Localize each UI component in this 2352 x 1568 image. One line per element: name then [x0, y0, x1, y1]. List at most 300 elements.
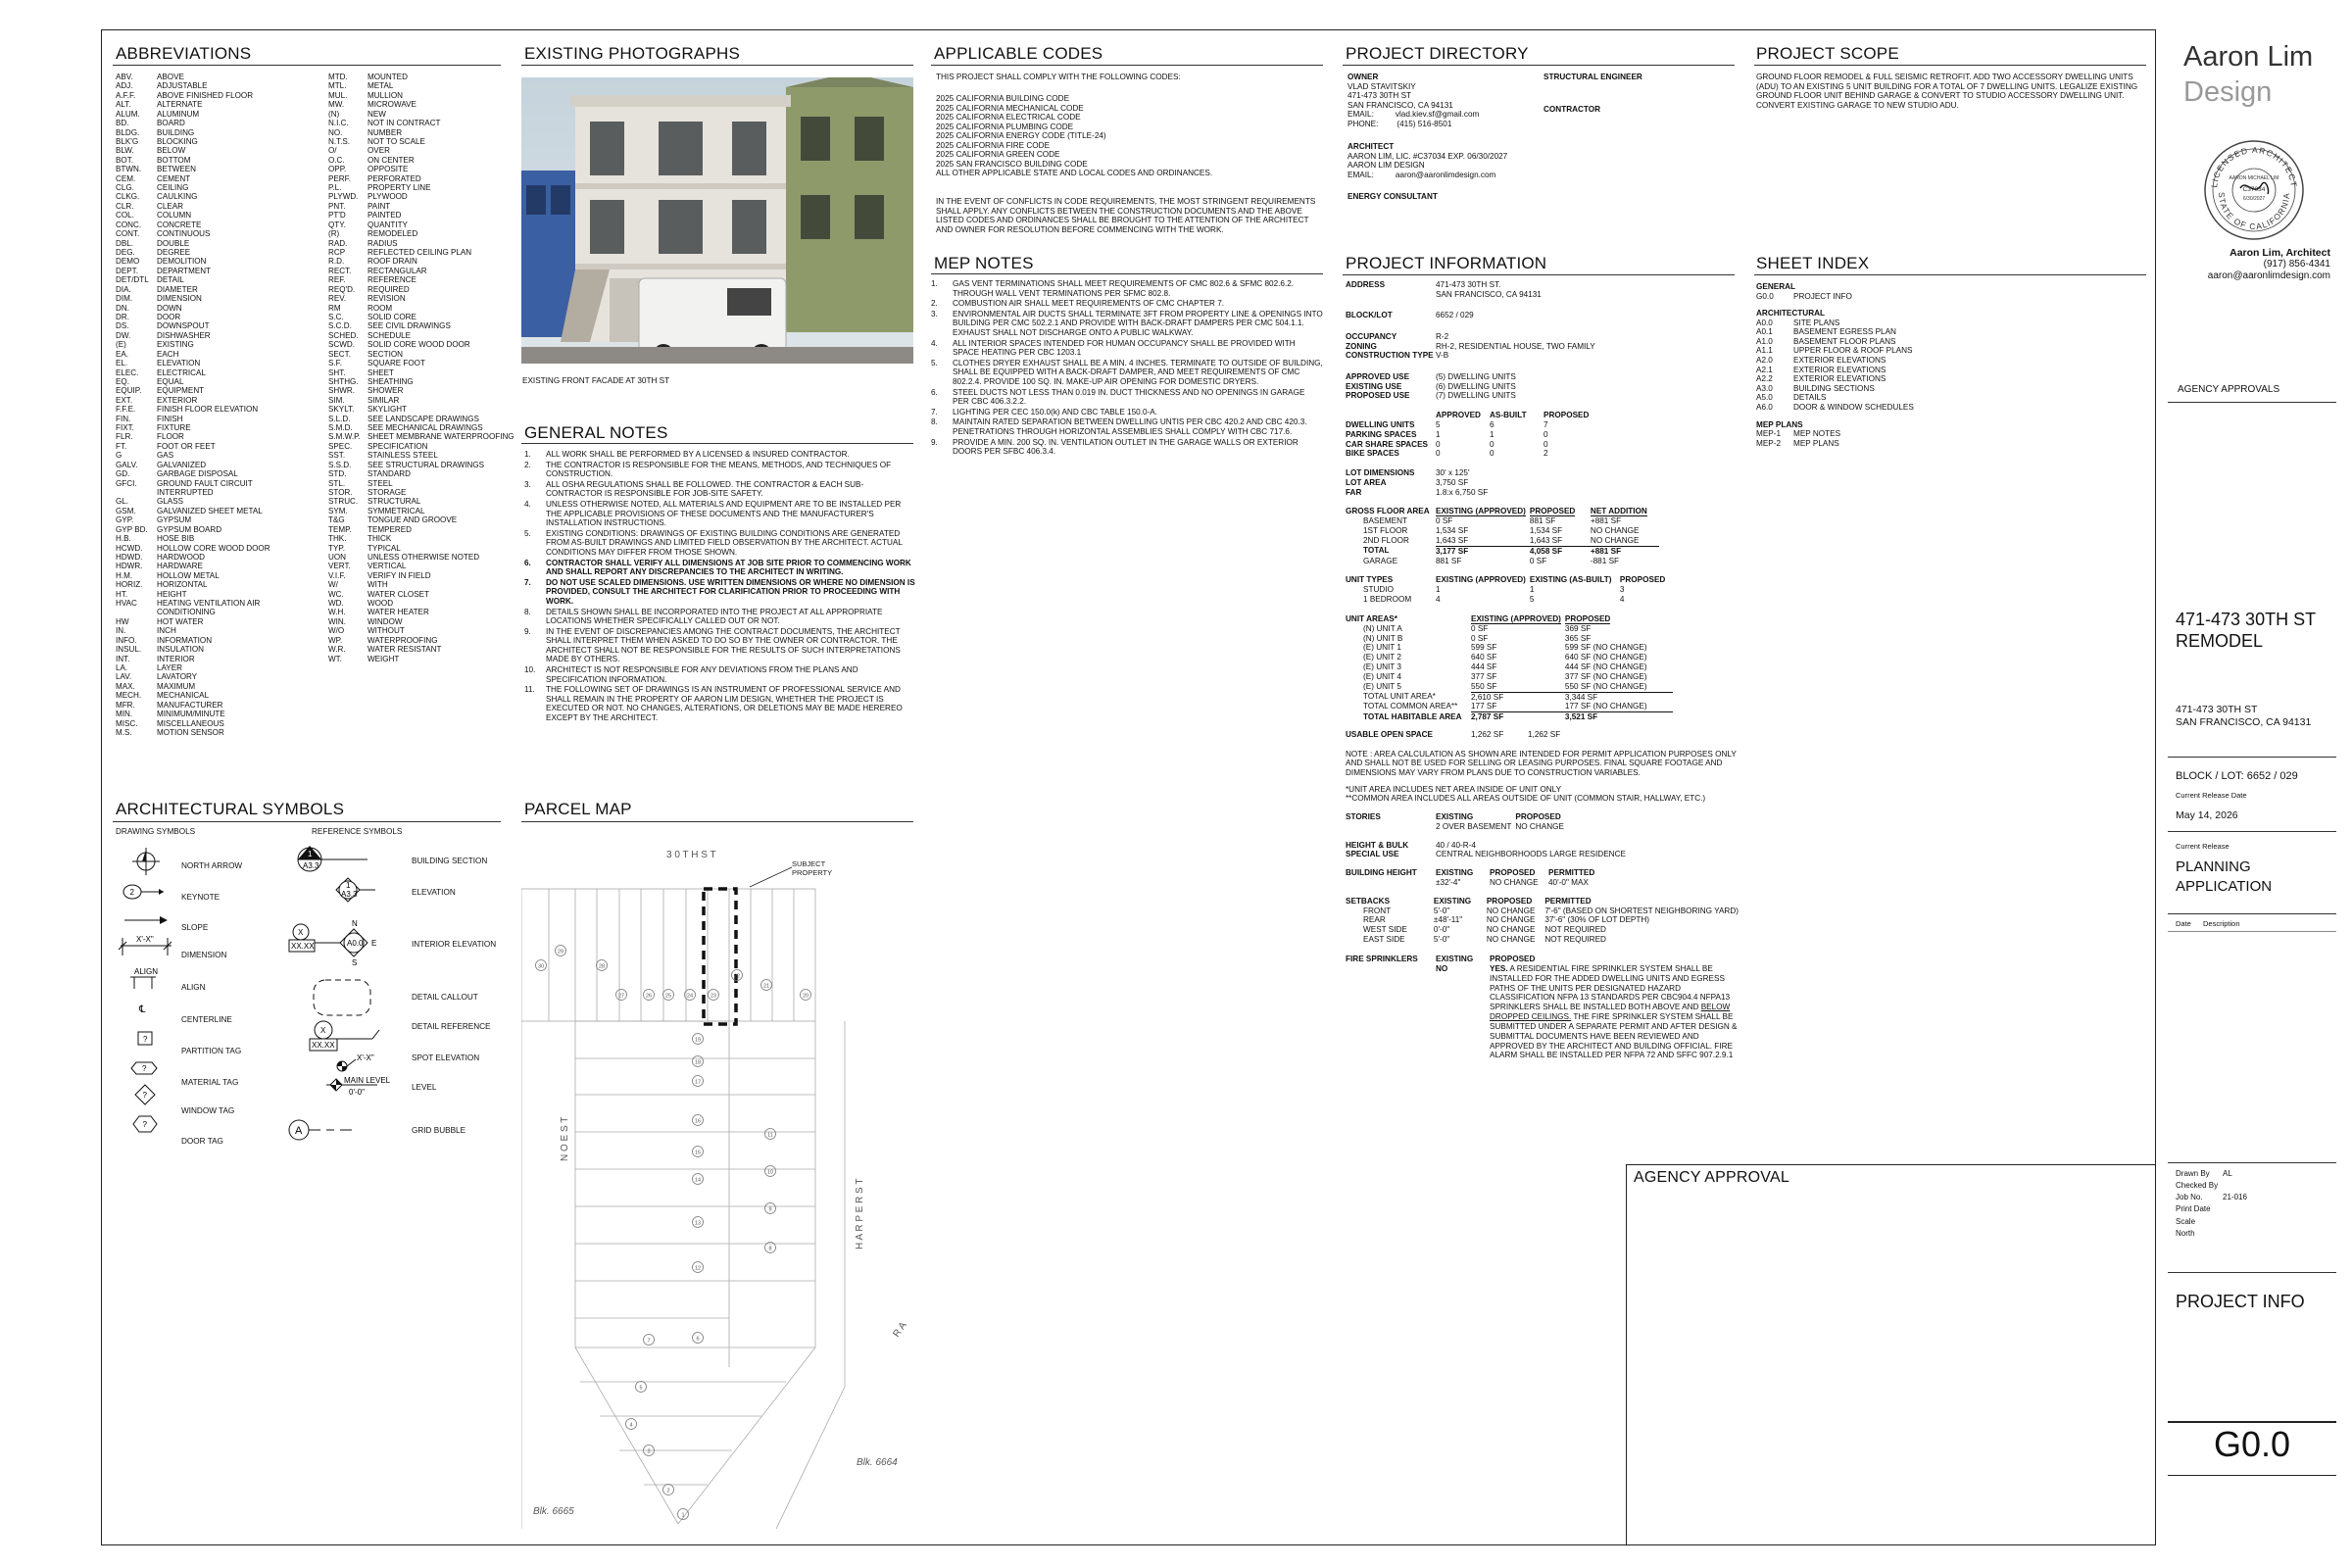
- svg-text:LICENSED ARCHITECT: [2209, 145, 2299, 188]
- drawing-symbols-heading: DRAWING SYMBOLS: [116, 827, 196, 836]
- code-item: 2025 CALIFORNIA BUILDING CODE: [936, 94, 1070, 103]
- abbreviation-meaning: MISCELLANEOUS: [157, 718, 224, 728]
- abbreviation-row: [328, 350, 510, 359]
- abbreviation-code: FIXT.: [116, 423, 134, 433]
- info-table-cell: 177 SF (NO CHANGE): [1565, 702, 1673, 711]
- subject-label-1: SUBJECT: [792, 859, 826, 868]
- general-notes-title: GENERAL NOTES: [524, 423, 668, 442]
- release-name-2: APPLICATION: [2176, 878, 2273, 895]
- agency-approval-box: [1626, 1164, 2156, 1545]
- note-text: CONTRACTOR SHALL VERIFY ALL DIMENSIONS AT JOB SITE PRIOR TO COMMENCING WORK AND SHALL REPORT ANY DISCREPANCIES TO THE ARCHITECT IN WRITING.: [546, 558, 911, 577]
- abbreviation-code: SYM.: [328, 506, 348, 515]
- abbreviation-code: DW.: [116, 330, 131, 340]
- abbreviation-row: [328, 377, 510, 386]
- info-value: CENTRAL NEIGHBORHOODS LARGE RESIDENCE: [1436, 850, 1626, 859]
- abbreviation-code: (E): [116, 340, 126, 350]
- abbreviation-row: [116, 174, 321, 183]
- lot-number: 3: [647, 1448, 651, 1455]
- abbreviation-row: [328, 183, 510, 192]
- abbreviation-meaning: HOLLOW METAL: [157, 570, 220, 580]
- stories-cell: NO CHANGE: [1515, 821, 1564, 831]
- abbreviation-meaning: ELEVATION: [157, 359, 201, 368]
- tb-rule-6: [2168, 1162, 2336, 1163]
- abbreviation-row: [116, 285, 321, 294]
- note-item: [931, 299, 1323, 309]
- note-text: STEEL DUCTS NOT LESS THAN 0.019 IN. DUCT THICKNESS AND NO OPENINGS IN GARAGE PER CBC 406.3.2.2.: [953, 387, 1305, 407]
- note-item: [524, 627, 916, 664]
- info-table-cell: 1,643 SF: [1436, 536, 1530, 546]
- note-item: [524, 665, 916, 684]
- abbreviation-row: [328, 137, 510, 146]
- drawing-symbol-label: WINDOW TAG: [181, 1106, 235, 1115]
- info-table-head-cell: [1565, 614, 1673, 624]
- abbreviation-row: [116, 211, 321, 220]
- titleblock-meta-row: [2176, 1216, 2332, 1228]
- abbreviation-meaning: HEIGHT: [157, 589, 187, 599]
- fs-underline: BELOW DROPPED CEILINGS.: [1490, 1003, 1731, 1022]
- note-item: [931, 408, 1323, 417]
- note-text: ALL WORK SHALL BE PERFORMED BY A LICENSED & INSURED CONTRACTOR.: [546, 450, 850, 459]
- info-table-cell: 5: [1436, 419, 1441, 429]
- info-row: [1346, 372, 1742, 382]
- abbreviation-row: [328, 331, 510, 340]
- open-space-existing: 1,262 SF: [1471, 730, 1504, 740]
- code-item: 2025 CALIFORNIA PLUMBING CODE: [936, 122, 1074, 131]
- info-table-cell: 0: [1490, 439, 1494, 449]
- abbreviation-meaning: DISHWASHER: [157, 330, 211, 340]
- open-space-label: USABLE OPEN SPACE: [1346, 730, 1434, 740]
- note-text: LIGHTING PER CEC 150.0(k) AND CBC TABLE 150.0-A.: [953, 407, 1157, 416]
- agency-approval-title: AGENCY APPROVAL: [1634, 1169, 1789, 1186]
- abbreviation-meaning: BELOW: [157, 146, 186, 156]
- abbreviation-meaning: WOOD: [368, 599, 394, 609]
- info-table-cell: 550 SF: [1471, 682, 1565, 692]
- info-table-head-cell: [1490, 868, 1548, 878]
- sheet-number: MEP-2: [1756, 438, 1782, 448]
- info-value: (5) DWELLING UNITS: [1436, 372, 1516, 382]
- level-value: 0'-0": [349, 1088, 365, 1097]
- abbreviation-code: DEG.: [116, 248, 135, 258]
- info-label: OCCUPANCY: [1346, 332, 1397, 342]
- sheet-number: A6.0: [1756, 402, 1773, 412]
- abbreviation-code: CLR.: [116, 201, 134, 211]
- info-table-cell: GARAGE: [1363, 556, 1398, 565]
- abbreviation-row: [328, 488, 510, 497]
- info-table-cell: 0'-0": [1433, 925, 1450, 935]
- abbreviation-meaning: STAINLESS STEEL: [368, 451, 438, 461]
- general-notes-rule: [521, 443, 913, 444]
- abbreviation-code: CLKG.: [116, 192, 140, 202]
- titleblock-meta-row: [2176, 1192, 2332, 1203]
- lot-number: 22: [733, 973, 741, 980]
- info-table-cell: 3,344 SF: [1564, 692, 1598, 702]
- sheet-index-rule: [1754, 274, 2146, 275]
- info-table-cell: PARKING SPACES: [1346, 429, 1417, 439]
- abbreviation-code: SKYLT.: [328, 405, 355, 415]
- info-table-cell: NO CHANGE: [1490, 877, 1539, 887]
- info-table-row: [1346, 712, 1673, 722]
- info-table-cell: 444 SF (NO CHANGE): [1564, 662, 1647, 672]
- info-table-cell: [1346, 878, 1436, 888]
- note-text: THE FOLLOWING SET OF DRAWINGS IS AN INSTRUMENT OF PROFESSIONAL SERVICE AND SHALL REMAIN IN THE PROPERTY OF AARON LIM DESIGN, WHETHER THE PROJECT IS EXECUTED OR NOT. NO CHANGES, ALTERATIONS, OR DELETIONS MAY BE MADE HEREREO EXCEPT BY THE ARCHITECT.: [546, 685, 903, 723]
- info-value: (7) DWELLING UNITS: [1436, 391, 1516, 401]
- abbreviation-meaning: CAULKING: [157, 192, 198, 202]
- abbreviation-row: [116, 73, 321, 81]
- info-table-head-cell: [1436, 507, 1530, 516]
- info-table-cell: NO CHANGE: [1486, 935, 1536, 945]
- align-icon: [130, 967, 158, 989]
- abbreviation-code: MIN.: [116, 710, 133, 719]
- open-space-row: [1346, 730, 1742, 740]
- info-table-head-cell: [1548, 868, 1646, 878]
- info-label: LOT AREA: [1346, 477, 1387, 487]
- info-table-cell: TOTAL HABITABLE AREA: [1363, 711, 1462, 721]
- info-label: ADDRESS: [1346, 280, 1386, 289]
- info-head-text: PROPOSED: [1529, 507, 1576, 516]
- blk-6664-label: Blk. 6664: [857, 1457, 898, 1468]
- info-table-cell: ±48'-11": [1433, 915, 1463, 925]
- reference-symbol-label: DETAIL REFERENCE: [412, 1022, 491, 1031]
- abbreviation-row: [116, 396, 321, 405]
- rev-date-header: Date: [2176, 919, 2191, 928]
- abbreviation-code: INSUL.: [116, 645, 142, 655]
- info-label: LOT DIMENSIONS: [1346, 468, 1415, 478]
- info-table-cell: 640 SF: [1471, 653, 1497, 662]
- abbreviation-code: DEPT.: [116, 266, 138, 275]
- info-table-cell: 377 SF (NO CHANGE): [1564, 671, 1647, 681]
- abbreviation-row: [328, 174, 510, 183]
- abbreviation-code: R.D.: [328, 257, 345, 267]
- abbreviation-row: [328, 248, 510, 257]
- info-table-cell: +881 SF: [1590, 546, 1622, 556]
- release-date-label: Current Release Date: [2176, 791, 2247, 800]
- info-head-text: UNIT AREAS*: [1346, 613, 1397, 623]
- sheet-index-row: [1756, 292, 2050, 302]
- info-table-header: [1346, 507, 1659, 516]
- abbreviation-row: [116, 331, 321, 340]
- meta-label: Drawn By: [2176, 1169, 2210, 1178]
- sheet-number: A0.0: [1756, 318, 1773, 327]
- info-table-cell: 5'-0": [1433, 906, 1450, 915]
- abbreviation-meaning: VERTICAL: [368, 562, 407, 571]
- info-table-cell: 2: [1544, 449, 1548, 459]
- info-label: ZONING: [1346, 341, 1377, 351]
- note-number: 8.: [524, 607, 531, 616]
- sheet-index-row: [1756, 337, 2050, 347]
- info-table-cell: 3,521 SF: [1564, 712, 1598, 722]
- abbreviation-row: [328, 359, 510, 368]
- info-head-text: GROSS FLOOR AREA: [1346, 507, 1430, 516]
- abbreviation-row: [328, 128, 510, 137]
- svg-text:?: ?: [143, 1035, 148, 1044]
- stamp-bottom-text: STATE OF CALIFORNIA: [2216, 191, 2292, 232]
- info-table-cell: TOTAL UNIT AREA*: [1363, 692, 1436, 702]
- dimension-icon: [119, 935, 172, 956]
- abbreviation-row: [116, 617, 321, 626]
- info-table-row: [1346, 915, 1742, 925]
- abbreviation-row: [328, 146, 510, 155]
- abbreviation-code: HORIZ.: [116, 580, 143, 590]
- lot-number: 5: [639, 1385, 643, 1392]
- sheet-name: DOOR & WINDOW SCHEDULES: [1793, 402, 1914, 412]
- info-head-text: UNIT TYPES: [1346, 575, 1394, 585]
- abbreviation-code: WC.: [328, 589, 344, 599]
- abbreviation-code: CONT.: [116, 229, 140, 239]
- abbreviation-meaning: EXISTING: [157, 340, 194, 350]
- abbreviation-row: [116, 488, 321, 497]
- contact-phone: (917) 856-4341: [2263, 259, 2330, 270]
- abbreviation-row: [328, 423, 510, 432]
- noe-st-label: N O E S T: [560, 1116, 570, 1161]
- abbreviation-row: [328, 91, 510, 100]
- lot-number: 9: [768, 1206, 772, 1213]
- info-table-cell: (E) UNIT 1: [1363, 643, 1401, 653]
- info-table-row: [1346, 662, 1673, 672]
- info-table-cell: 365 SF: [1564, 633, 1592, 643]
- abbreviation-code: N.T.S.: [328, 136, 351, 146]
- abbreviation-meaning: DIMENSION: [157, 294, 202, 304]
- info-table-cell: (N) UNIT B: [1363, 633, 1403, 643]
- abbreviation-meaning: GLASS: [157, 497, 183, 507]
- info-table-cell: STUDIO: [1363, 585, 1394, 595]
- titleblock-meta-row: [2176, 1180, 2332, 1192]
- elevation-number: 1: [346, 881, 351, 890]
- info-table-cell: 4: [1436, 595, 1441, 605]
- abbreviation-meaning: SIMILAR: [368, 395, 400, 405]
- subject-parcel: [704, 889, 736, 1024]
- svg-text:?: ?: [142, 1064, 147, 1073]
- abbreviation-row: [116, 156, 321, 165]
- note-number: 8.: [931, 417, 938, 427]
- section-number: 1: [308, 850, 313, 858]
- fs-existing-col: [1436, 955, 1490, 1060]
- abbreviation-row: [116, 359, 321, 368]
- abbreviation-row: [328, 294, 510, 303]
- info-head-text: EXISTING (APPROVED): [1436, 575, 1526, 585]
- abbreviation-row: [116, 229, 321, 238]
- info-table-cell: 1: [1436, 585, 1441, 595]
- meta-value: AL: [2223, 1169, 2232, 1178]
- lot-number: 12: [694, 1265, 702, 1272]
- sheet-name: BUILDING SECTIONS: [1793, 383, 1875, 393]
- owner-line: VLAD STAVITSKIY: [1348, 81, 1416, 91]
- tb-rule-1: [2168, 402, 2336, 403]
- abbreviation-meaning: MANUFACTURER: [157, 700, 223, 710]
- codes-intro: THIS PROJECT SHALL COMPLY WITH THE FOLLOWING CODES:: [936, 73, 1181, 81]
- info-table-cell: NOT REQUIRED: [1544, 925, 1606, 935]
- abbreviation-row: [328, 645, 510, 654]
- info-label: FAR: [1346, 487, 1362, 497]
- drawing-symbol-label: KEYNOTE: [181, 893, 220, 902]
- fs-yes: YES.: [1490, 963, 1508, 973]
- scope-text: GROUND FLOOR REMODEL & FULL SEISMIC RETROFIT. ADD TWO ACCESSORY DWELLING UNITS (ADU) TO AN EXISTING 5 UNIT BUILDING FOR A TOTAL OF 7 DWELLING UNITS. LEGALIZE EXISTING GROUND FLOOR UNIT BEHIND GARAGE & CONVERT TO STUDIO ACCESSORY DWELLING UNIT. CONVERT EXISTING GARAGE TO NEW STUDIO ADU.: [1756, 73, 2138, 110]
- mep-notes-list: [931, 279, 1323, 458]
- info-table-head-cell: [1436, 575, 1530, 585]
- info-table-row: [1346, 449, 1602, 459]
- codes-title: APPLICABLE CODES: [934, 44, 1103, 63]
- abbreviation-code: SHTHG.: [328, 376, 359, 386]
- info-table-head-cell: [1530, 575, 1620, 585]
- abbreviation-code: ABV.: [116, 73, 133, 81]
- abbreviation-code: COL.: [116, 211, 134, 220]
- abbreviation-meaning: UNLESS OTHERWISE NOTED: [368, 552, 480, 562]
- abbreviation-meaning: HARDWARE: [157, 562, 203, 571]
- int-elev-e: E: [371, 939, 377, 948]
- info-label: PROPOSED USE: [1346, 391, 1410, 401]
- abbreviation-row: [116, 368, 321, 377]
- fs-existing: NO: [1436, 963, 1448, 973]
- abbreviation-row: [116, 267, 321, 275]
- info-table-row: [1346, 925, 1742, 935]
- note-text: GAS VENT TERMINATIONS SHALL MEET REQUIREMENTS OF CMC 802.6 & SFMC 802.6.2. THROUGH WALL VENT TERMINATIONS PER SFMC 802.8.: [953, 279, 1295, 298]
- abbreviation-code: LA.: [116, 663, 128, 672]
- info-table-cell: -881 SF: [1590, 556, 1620, 565]
- info-label: BLOCK/LOT: [1346, 311, 1393, 320]
- code-item: 2025 CALIFORNIA ELECTRICAL CODE: [936, 113, 1081, 122]
- abbreviation-meaning: INCH: [157, 626, 176, 636]
- meta-value: 21-016: [2223, 1193, 2247, 1202]
- lot-number: 27: [617, 993, 625, 1000]
- note-number: 3.: [524, 479, 531, 489]
- abbreviation-row: [116, 701, 321, 710]
- svg-text:?: ?: [142, 1120, 147, 1129]
- abbreviation-code: BLW.: [116, 146, 134, 156]
- abbreviation-meaning: FIXTURE: [157, 423, 191, 433]
- abbreviation-row: [116, 497, 321, 506]
- note-number: 4.: [524, 499, 531, 509]
- abbreviation-row: [116, 100, 321, 109]
- abbreviation-row: [116, 544, 321, 553]
- project-info: [1346, 280, 1742, 1060]
- info-table-cell: 444 SF: [1471, 662, 1497, 672]
- abbreviation-code: PNT.: [328, 201, 346, 211]
- abbreviation-row: [116, 728, 321, 737]
- abbreviation-meaning: STORAGE: [368, 487, 407, 497]
- abbreviation-code: MISC.: [116, 718, 138, 728]
- info-value: R-2: [1436, 332, 1449, 342]
- abbreviation-code: INFO.: [116, 635, 137, 645]
- info-table-row: [1346, 935, 1742, 945]
- abbreviation-meaning: FINISH: [157, 414, 183, 423]
- info-value: [1436, 280, 1542, 299]
- centerline-text: ℄: [139, 1004, 146, 1015]
- abbreviation-row: [116, 553, 321, 562]
- abbreviation-row: [328, 192, 510, 201]
- common-area-note: **COMMON AREA INCLUDES ALL AREAS OUTSIDE OF UNIT (COMMON STAIR, HALLWAY, ETC.): [1346, 794, 1706, 804]
- note-text: DO NOT USE SCALED DIMENSIONS. USE WRITTEN DIMENSIONS OR WHERE NO DIMENSION IS PROVIDED, CONSULT THE ARCHITECT FOR CLARIFICATION PRIOR TO PROCEEDING WITH WORK.: [546, 577, 915, 606]
- sheet-name: DETAILS: [1793, 393, 1827, 403]
- abbreviation-code: GFCI.: [116, 478, 137, 488]
- abbreviation-meaning: NOT IN CONTRACT: [368, 119, 441, 128]
- abbreviation-meaning: REVISION: [368, 294, 406, 304]
- note-text: IN THE EVENT OF DISCREPANCIES AMONG THE CONTRACT DOCUMENTS, THE ARCHITECT SHALL INTERPRET THEM WHEN ASKED TO DO SO BY THE OWNER OR CONTRACTOR. THE ARCHITECT SHALL NOT BE RESPONSIBLE FOR THE RESULTS OF SUCH INTERPRETATIONS MADE BY OTHERS.: [546, 626, 901, 664]
- abbreviation-code: SHT.: [328, 368, 346, 377]
- abbreviation-code: DBL.: [116, 238, 133, 248]
- abbreviation-code: GD.: [116, 469, 130, 479]
- abbreviation-code: SST.: [328, 451, 346, 461]
- lot-number: 29: [557, 949, 564, 956]
- abbreviation-row: [328, 156, 510, 165]
- abbreviation-meaning: GALVANIZED: [157, 460, 207, 469]
- abbreviation-meaning: ROOF DRAIN: [368, 257, 417, 267]
- info-label: CONSTRUCTION TYPE: [1346, 351, 1434, 361]
- abbreviation-meaning: WINDOW: [368, 616, 403, 626]
- abbreviation-code: DEMO: [116, 257, 140, 267]
- abbreviation-row: [116, 599, 321, 608]
- address-line: SAN FRANCISCO, CA 94131: [1436, 289, 1542, 299]
- lot-number: 16: [694, 1118, 702, 1125]
- parcel-title: PARCEL MAP: [524, 800, 632, 818]
- abbreviation-code: DIM.: [116, 294, 133, 304]
- contact-name: Aaron Lim, Architect: [2230, 247, 2330, 259]
- abbreviation-meaning: STANDARD: [368, 469, 411, 479]
- abbreviation-row: [116, 202, 321, 211]
- abbreviation-row: [328, 636, 510, 645]
- note-item: [524, 559, 916, 577]
- abbreviation-code: H.M.: [116, 570, 133, 580]
- grid-bubble-icon: [289, 1120, 352, 1140]
- abbreviation-code: INT.: [116, 654, 130, 663]
- info-table-cell: 1,534 SF: [1529, 525, 1563, 535]
- abbreviation-row: [328, 497, 510, 506]
- info-table-head-cell: [1346, 897, 1434, 906]
- abbreviation-meaning: MINIMUM/MINUTE: [157, 710, 225, 719]
- code-item: ALL OTHER APPLICABLE STATE AND LOCAL CODES AND ORDINANCES.: [936, 169, 1213, 178]
- abbreviation-meaning: PLYWOOD: [368, 192, 408, 202]
- sheet-name: BASEMENT FLOOR PLANS: [1793, 336, 1896, 346]
- abbreviation-code: SECT.: [328, 349, 351, 359]
- info-table-cell: 0: [1544, 429, 1548, 439]
- info-table-head-cell: [1346, 507, 1436, 516]
- note-item: [524, 685, 916, 722]
- reference-symbol-label: GRID BUBBLE: [412, 1126, 466, 1135]
- abbreviation-row: [328, 119, 510, 127]
- abbreviation-meaning: HEATING VENTILATION AIR: [157, 599, 261, 609]
- info-table-cell: 1,643 SF: [1530, 536, 1591, 546]
- info-table-row: [1346, 692, 1673, 702]
- abbreviation-code: GYP.: [116, 515, 134, 525]
- abbreviation-code: NO.: [328, 127, 343, 137]
- info-table-header: [1346, 614, 1673, 624]
- sheet-group-heading: ARCHITECTURAL: [1756, 309, 1826, 318]
- note-number: 7.: [524, 577, 531, 587]
- abbreviation-meaning: DOOR: [157, 312, 181, 321]
- arch-email-row: [1348, 171, 1544, 180]
- abbreviation-row: [116, 294, 321, 303]
- meta-label: Scale: [2176, 1216, 2196, 1226]
- abbreviation-meaning: MAXIMUM: [157, 681, 196, 691]
- stories-row-1: [1346, 812, 1574, 822]
- owner-line: 471-473 30TH ST: [1348, 91, 1412, 101]
- lot-number: 18: [694, 1059, 702, 1066]
- info-value: 6652 / 029: [1436, 311, 1474, 320]
- abbreviation-code: FT.: [116, 441, 127, 451]
- abbreviation-meaning: CONCRETE: [157, 220, 202, 229]
- sheet-index-row: [1756, 346, 2050, 356]
- abbreviation-row: [328, 655, 510, 663]
- mep-notes-rule: [931, 273, 1323, 274]
- sheet-number: A0.1: [1756, 327, 1773, 337]
- info-table-header: [1346, 897, 1742, 906]
- abbreviation-code: LAV.: [116, 672, 132, 682]
- abbreviation-row: [116, 137, 321, 146]
- abbreviation-meaning: MECHANICAL: [157, 691, 210, 701]
- abbreviation-meaning: SEE STRUCTURAL DRAWINGS: [368, 460, 485, 469]
- drawing-symbol-label: MATERIAL TAG: [181, 1078, 239, 1087]
- phone-label: PHONE:: [1348, 119, 1379, 128]
- info-table-cell: 7'-6" (BASED ON SHORTEST NEIGHBORING YARD): [1544, 906, 1739, 915]
- info-table-row: [1346, 906, 1742, 916]
